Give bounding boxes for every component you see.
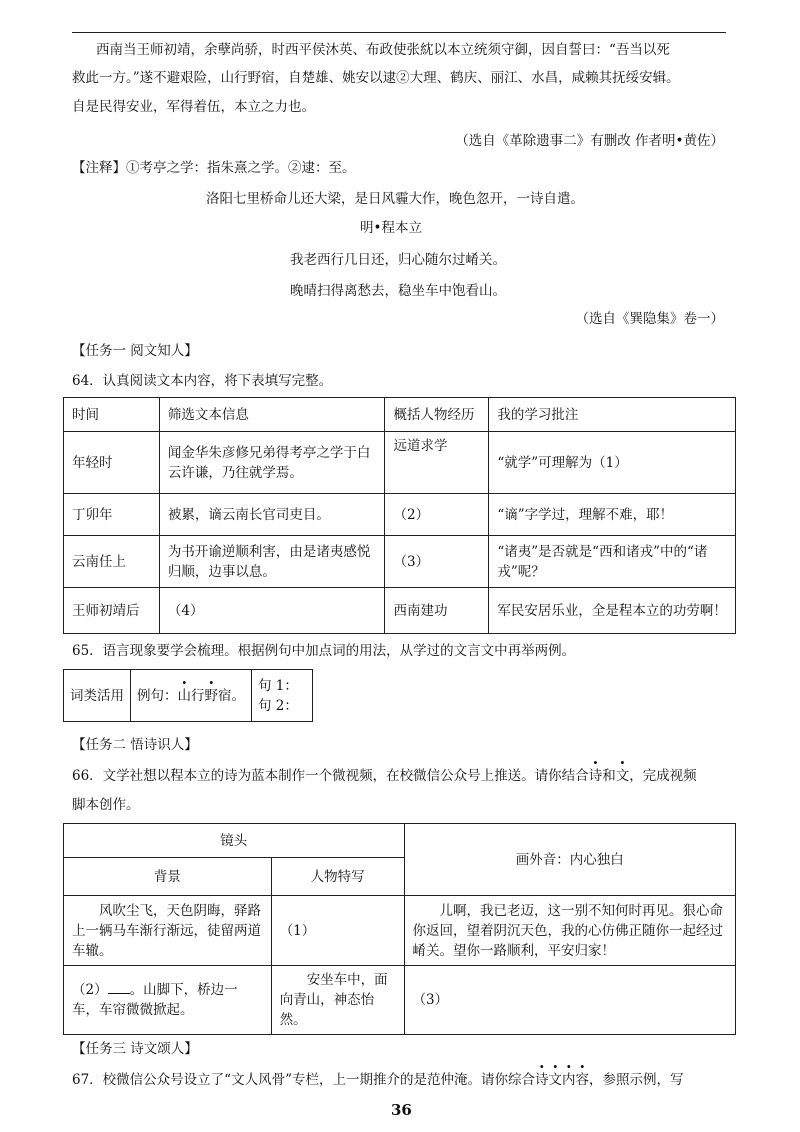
cell: 丁卯年 [64,494,160,536]
q67-dot-1: 诗 [534,1072,549,1088]
question-67 [72,1070,683,1090]
cell: “诸夷”是否就是“西和诸戎”中的“诸戎”呢？ [489,536,736,588]
q66-text-a: 66．文学社想以程本立的诗为蓝本制作一个微视频，在校微信公众号上推送。请你结合 [72,768,589,784]
example-sentence [131,670,252,722]
table-row [64,494,736,536]
cell: 为书开谕逆顺利害，由是诸夷感悦归顺，边事以息。 [159,536,385,588]
header-notes: 我的学习批注 [489,398,736,432]
table-66 [63,823,736,1035]
example-prefix: 例句： [137,687,178,704]
table-row [64,966,736,1035]
top-rule [72,32,726,33]
example-mid: 行 [191,687,205,704]
table-row [64,588,736,634]
annotation-note: 【注释】①考亭之学：指朱熹之学。②逮：至。 [72,160,356,176]
passage-line-3: 自是民得安业，军得着伍，本立之力也。 [72,99,315,115]
poem-line-2: 晚晴扫得离愁去，稳坐车中饱看山。 [290,283,506,299]
question-66-line-2: 脚本创作。 [72,797,140,813]
question-65: 65．语言现象要学会梳理。根据例句中加点词的用法，从学过的文言文中再举两例。 [72,643,576,659]
q67-text-a: 67．校微信公众号设立了“文人风骨”专栏，上一期推介的是范仲淹。请你综合 [72,1072,535,1088]
q67-dot-2: 文 [548,1072,562,1088]
cell: 云南任上 [64,536,160,588]
q66-mid: 和 [602,768,616,784]
cell: “就学”可理解为（1） [489,432,736,494]
poem-line-1: 我老西行几日还，归心随尔过崤关。 [290,252,506,268]
cell: （3） [385,536,489,588]
background-header: 背景 [64,858,272,896]
cell: 被累，谪云南长官司吏目。 [159,494,385,536]
sentence-1-label: 句 1： [258,677,298,694]
row2-closeup: 安坐车中，面向青山，神态怡然。 [271,966,404,1035]
cell: （4） [159,588,385,634]
header-time: 时间 [64,398,160,432]
shot-header: 镜头 [64,824,405,858]
table-65 [63,669,313,722]
task-3-heading: 【任务三 诗文颂人】 [72,1041,198,1057]
poem-author: 明•程本立 [360,220,422,236]
row1-background: 风吹尘飞，天色阴晦，驿路上一辆马车渐行渐远，徒留两道车辙。 [64,896,272,966]
table-row [64,536,736,588]
row2-voiceover: （3） [404,966,735,1035]
cell: （2） [385,494,489,536]
passage-source: （选自《革除遗事二》有删改 作者明•黄佐） [455,133,724,149]
table-64 [63,397,736,634]
cell: 闻金华朱彦修兄弟得考亭之学于白云许谦，乃往就学焉。 [159,432,385,494]
row2-background [64,966,272,1035]
cell: 西南建功 [385,588,489,634]
closeup-header: 人物特写 [271,858,404,896]
q67-dot-3: 内 [561,1072,576,1088]
dotted-word-2: 野 [204,687,218,704]
header-info: 筛选文本信息 [159,398,385,432]
table-row [64,432,736,494]
passage-line-2: 救此一方。”遂不避艰险，山行野宿，自楚雄、姚安以逮②大理、鹤庆、丽江、水昌，咸赖其抚绥安辑。 [72,70,680,86]
table-header-row [64,398,736,432]
poem-title: 洛阳七里桥命儿还大梁，是日风霾大作，晚色忽开，一诗自遣。 [206,191,584,207]
word-class-label: 词类活用 [64,670,131,722]
header-experience: 概括人物经历 [385,398,489,432]
cell: 远道求学 [385,432,489,494]
voiceover-header: 画外音：内心独白 [404,824,735,896]
passage-line-1: 西南当王师初靖，余孽尚骄，时西平侯沐英、布政使张紞以本立统须守御，因自誓曰：“吾当以死 [96,42,670,58]
q67-dot-4: 容 [575,1072,589,1088]
answer-cell [252,670,313,722]
task-1-heading: 【任务一 阅文知人】 [72,343,198,359]
q66-dot-1: 诗 [588,768,603,784]
example-suffix: 宿。 [218,687,245,704]
q66-text-b: ，完成视频 [629,768,697,784]
q67-text-b: ，参照示例，写 [588,1072,684,1088]
row2-bg-suffix: 。山脚下，桥边一车，车帘微微掀起。 [72,982,238,1018]
question-64: 64．认真阅读文本内容，将下表填写完整。 [72,373,333,389]
q66-dot-2: 文 [615,768,630,784]
table-row [64,896,736,966]
poem-source: （选自《巽隐集》卷一） [575,311,724,327]
row1-closeup: （1） [271,896,404,966]
cell: 王师初靖后 [64,588,160,634]
row1-voiceover: 儿啊，我已老迈，这一别不知何时再见。狠心命你返回，望着阴沉天色，我的心仿佛正随你一起经过崤关。望你一路顺利，平安归家！ [404,896,735,966]
fill-blank [108,981,130,994]
cell: 军民安居乐业，全是程本立的功劳啊！ [489,588,736,634]
page-number: 36 [391,1101,412,1119]
dotted-word-1: 山 [177,687,191,704]
cell: “谪”字学过，理解不难，耶！ [489,494,736,536]
cell: 年轻时 [64,432,160,494]
task-2-heading: 【任务二 悟诗识人】 [72,737,198,753]
sentence-2-label: 句 2： [258,697,298,714]
question-66-line-1 [72,766,697,786]
row2-bg-prefix: （2） [72,982,108,998]
